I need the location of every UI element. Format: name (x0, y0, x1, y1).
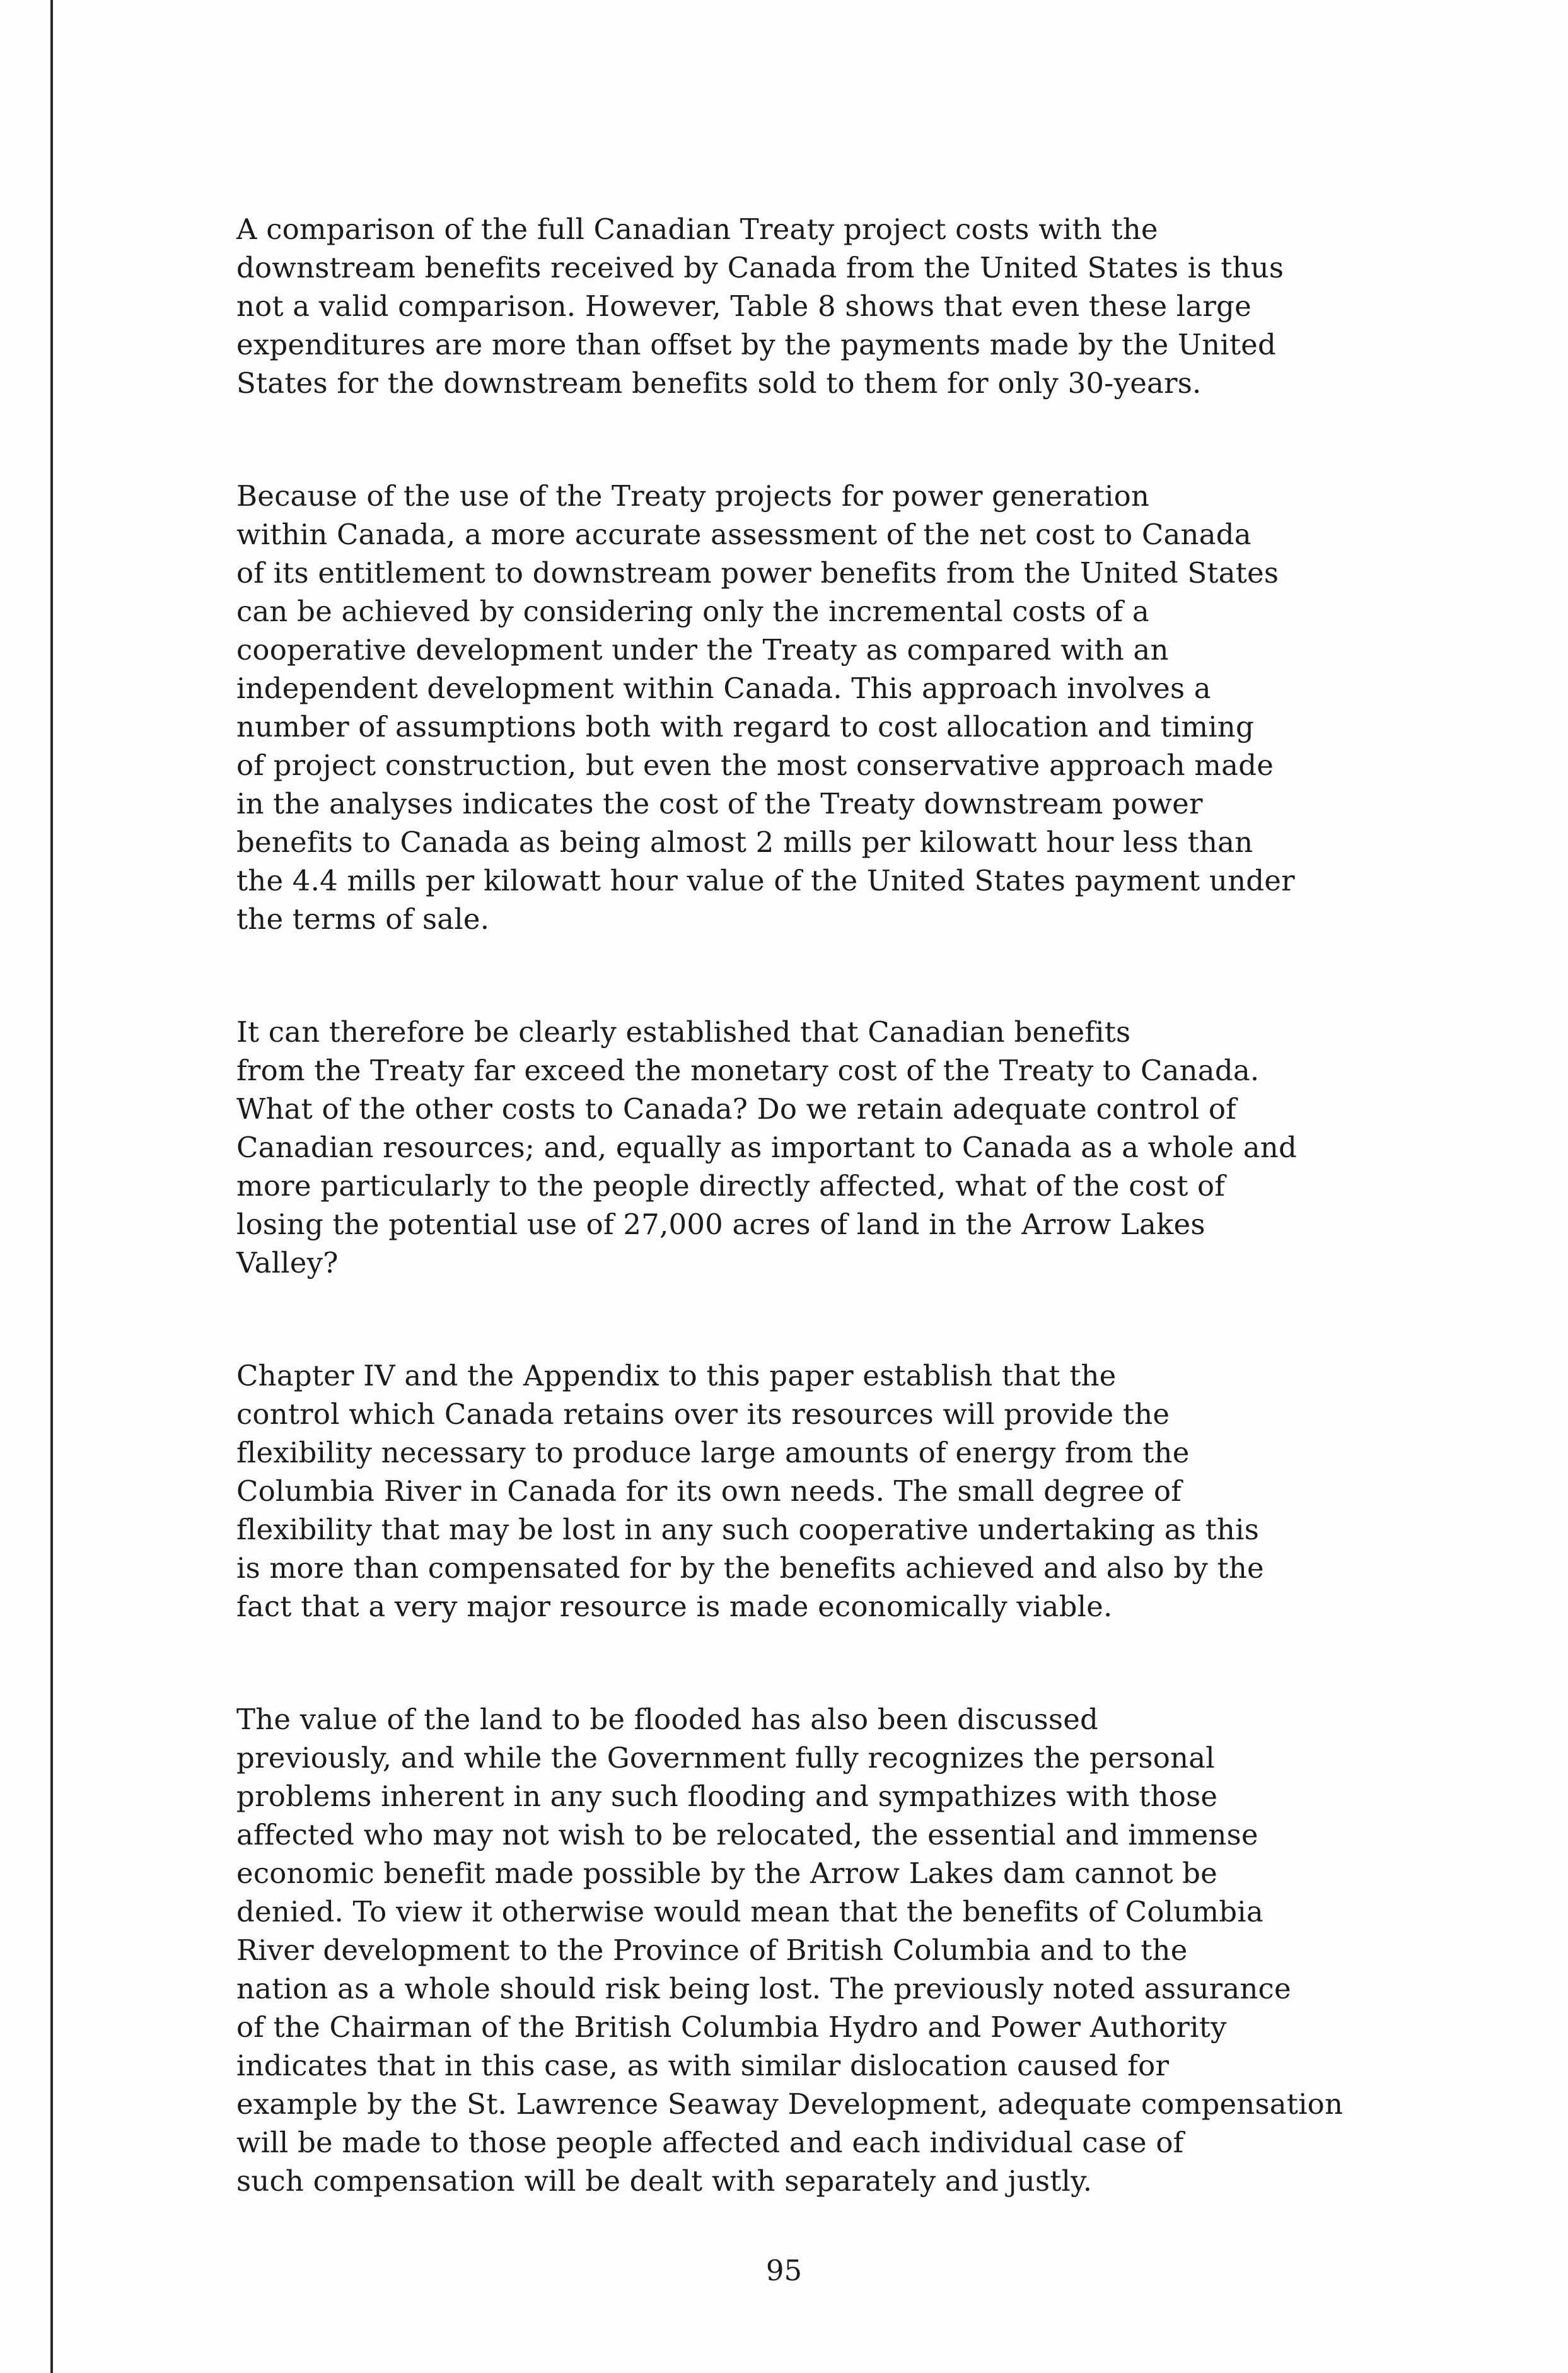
paragraph-4: Chapter IV and the Appendix to this paper establish that the control which Canada retains over its resources will provide the flexibility necessary to produce large amounts of energy from the Columbia River in Canada for its own needs. The small degree of flexibility that may be lost in any such cooperative undertaking as this is more than compensated for by the benefits achieved and also by the fact that a very major resource is made economically viable. (236, 1359, 1264, 1623)
page-number: 95 (765, 2254, 803, 2287)
paragraph-5: The value of the land to be flooded has also been discussed previously, and while the Government fully recognizes the personal problems inherent in any such flooding and sympathizes with those affected who may not wish to be relocated, the essential and immense economic benefit made possible by the Arrow Lakes dam cannot be denied. To view it otherwise would mean that the benefits of Columbia River development to the Province of British Columbia and to the nation as a whole should risk being lost. The previously noted assurance of the Chairman of the British Columbia Hydro and Power Authority indicates that in this case, as with similar dislocation caused for example by the St. Lawrence Seaway Development, adequate compensation will be made to those people affected and each individual case of such compensation will be dealt with separately and justly. (236, 1703, 1344, 2198)
page-binding-edge (50, 0, 53, 2373)
paragraph-1: A comparison of the full Canadian Treaty project costs with the downstream benefits received by Canada from the United States is thus not a valid comparison. However, Table 8 shows that even these large expenditures are more than offset by the payments made by the United States for the downstream benefits sold to them for only 30-years. (236, 213, 1284, 400)
paragraph-3: It can therefore be clearly established that Canadian benefits from the Treaty far exceed the monetary cost of the Treaty to Canada. What of the other costs to Canada? Do we retain adequate control of Canadian resources; and, equally as important to Canada as a whole and more particularly to the people directly affected, what of the cost of losing the potential use of 27,000 acres of land in the Arrow Lakes Valley? (236, 1015, 1297, 1280)
paragraph-2: Because of the use of the Treaty projects for power generation within Canada, a more accurate assessment of the net cost to Canada of its entitlement to downstream power benefits from the United States can be achieved by considering only the incremental costs of a cooperative development under the Treaty as compared with an independent development within Canada. This approach involves a number of assumptions both with regard to cost allocation and timing of project construction, but even the most conservative approach made in the analyses indicates the cost of the Treaty downstream power benefits to Canada as being almost 2 mills per kilowatt hour less than the 4.4 mills per kilowatt hour value of the United States payment under the terms of sale. (236, 479, 1295, 936)
body-text (236, 210, 1488, 2275)
